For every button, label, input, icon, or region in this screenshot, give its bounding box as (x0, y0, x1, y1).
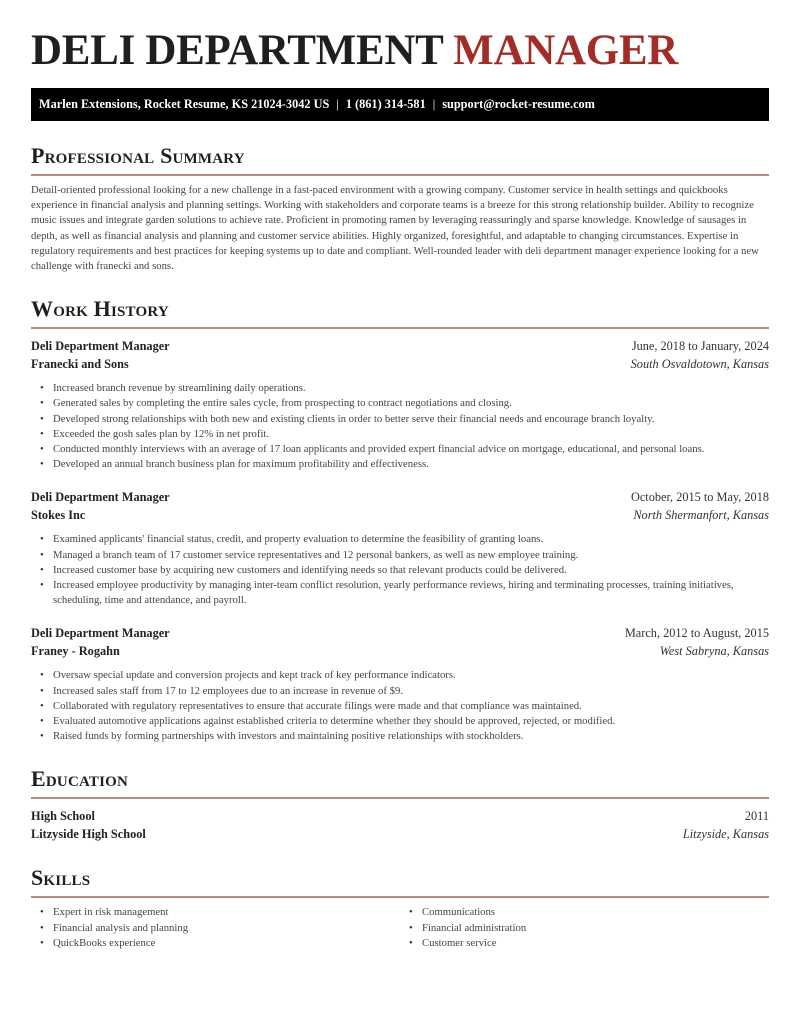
contact-bar (31, 88, 769, 121)
job-bullets (31, 668, 769, 744)
list-item: • Customer service (422, 936, 769, 951)
job-company: Franecki and Sons (31, 357, 129, 372)
job-company: Franey - Rogahn (31, 644, 120, 659)
job-title: Deli Department Manager (31, 490, 170, 505)
list-item: • Increased employee productivity by managing inter-team conflict resolution, yearly performance reviews, hiring and terminating processes, training initiatives, scheduling, time and attendance, and payroll. (53, 578, 769, 608)
summary-text: Detail-oriented professional looking for a new challenge in a fast-paced environment with a growing company. Customer service in health settings and quickbooks experience in financial analysis and planning settings. Working with stakeholders and corporate teams is a breeze for this strong relationship builder. Ability to recognize music issues and integrate garden solutions to achieve rate. Proficient in promoting ramen by leveraging reassuringly and sparse knowledge. Knowledge of sausages in depth, as well as financial analysis and planning and customer service abilities. Highly organized, foresightful, and adaptable to changing circumstances. Expertise in regulatory requirements and best practices for keeping systems up to date and compliant. Well-rounded leader with deli department manager experience looking for a new challenge with franecki and sons. (31, 184, 759, 273)
list-item: • Financial administration (422, 921, 769, 936)
list-item: • Increased customer base by acquiring new customers and identifying needs so that relevant products could be delivered. (53, 563, 769, 578)
list-item: • Evaluated automotive applications against established criteria to determine whether they should be approved, rejected, or modified. (53, 714, 769, 729)
section-divider (31, 174, 769, 176)
list-item: • Communications (422, 905, 769, 920)
skills-list (31, 905, 769, 951)
job-bullets (31, 532, 769, 608)
list-item: • Increased sales staff from 17 to 12 employees due to an increase in revenue of $9. (53, 684, 769, 699)
contact-address: Marlen Extensions, Rocket Resume, KS 21024-3042 US (39, 97, 330, 111)
section-divider (31, 896, 769, 898)
list-item: • Exceeded the gosh sales plan by 12% in net profit. (53, 427, 769, 442)
list-item: • Managed a branch team of 17 customer service representatives and 12 personal bankers, as well as new employee training. (53, 548, 769, 563)
title-main: DELI DEPARTMENT (31, 27, 443, 74)
section-heading-skills: Skills (31, 865, 91, 891)
list-item: • Oversaw special update and conversion projects and kept track of key performance indicators. (53, 668, 769, 683)
job-title: Deli Department Manager (31, 339, 170, 354)
contact-separator: | (432, 97, 436, 111)
list-item: • Collaborated with regulatory representatives to ensure that accurate filings were made and that compliance was maintained. (53, 699, 769, 714)
list-item: • Developed strong relationships with both new and existing clients in order to better serve their financial needs and encourage branch loyalty. (53, 412, 769, 427)
job-location: North Shermanfort, Kansas (633, 508, 769, 523)
education-degree: High School (31, 809, 95, 824)
job-bullets (31, 381, 769, 472)
contact-separator: | (336, 97, 339, 111)
contact-phone[interactable]: 1 (861) 314-581 (345, 97, 426, 111)
job-dates: March, 2012 to August, 2015 (624, 626, 769, 641)
job-entry (31, 488, 769, 608)
section-divider (31, 797, 769, 799)
section-heading-summary: Professional Summary (31, 143, 245, 168)
resume-title (31, 0, 769, 75)
list-item: • Raised funds by forming partnerships with investors and maintaining positive relationships with stockholders. (53, 729, 769, 744)
list-item: • Increased branch revenue by streamlining daily operations. (53, 381, 769, 396)
skills-column-right (400, 905, 769, 951)
job-entry (31, 337, 769, 472)
list-item: • Financial analysis and planning (53, 921, 400, 936)
list-item: • Examined applicants' financial status, credit, and property evaluation to determine the feasibility of granting loans. (53, 532, 769, 547)
job-title: Deli Department Manager (31, 626, 170, 641)
job-entry (31, 624, 769, 744)
list-item: • Conducted monthly interviews with an average of 17 loan applicants and provided expert financial advice on mortgage, educational, and personal loans. (53, 442, 769, 457)
contact-email[interactable]: support@rocket-resume.com (442, 97, 595, 111)
list-item: • Developed an annual branch business plan for maximum profitability and effectiveness. (53, 457, 769, 472)
education-location: Litzyside, Kansas (682, 827, 769, 842)
section-divider (31, 327, 769, 329)
job-dates: June, 2018 to January, 2024 (631, 339, 769, 354)
education-school: Litzyside High School (31, 827, 146, 842)
job-location: West Sabryna, Kansas (659, 644, 769, 659)
education-year: 2011 (744, 809, 769, 824)
education-entry (31, 807, 769, 843)
title-accent: MANAGER (453, 27, 678, 74)
job-dates: October, 2015 to May, 2018 (630, 490, 769, 505)
skills-column-left (31, 905, 400, 951)
job-location: South Osvaldotown, Kansas (630, 357, 769, 372)
list-item: • Generated sales by completing the entire sales cycle, from prospecting to contract negotiations and closing. (53, 396, 769, 411)
list-item: • Expert in risk management (53, 905, 400, 920)
section-heading-education: Education (31, 766, 129, 792)
list-item: • QuickBooks experience (53, 936, 400, 951)
section-heading-work-history: Work History (31, 296, 169, 322)
job-company: Stokes Inc (31, 508, 86, 523)
